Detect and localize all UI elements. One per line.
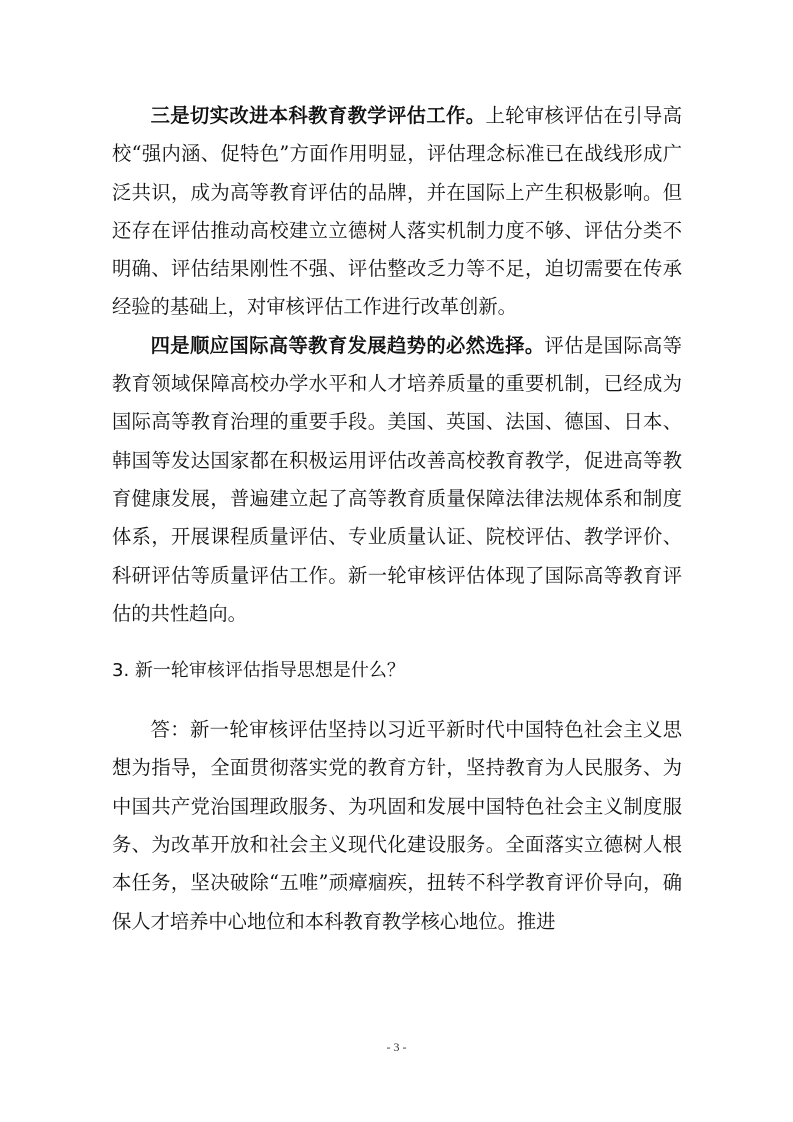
document-body — [112, 97, 682, 941]
paragraph-international-trend — [112, 327, 682, 633]
paragraph-body-text: 评估是国际高等教育领域保障高校办学水平和人才培养质量的重要机制，已经成为国际高等教育治理的重要手段。美国、英国、法国、德国、日本、韩国等发达国家都在积极运用评估改善高校教育教学，促进高等教育健康发展，普遍建立起了高等教育质量保障法律法规体系和制度体系，开展课程质量评估、专业质量认证、院校评估、教学评价、科研评估等质量评估工作。新一轮审核评估体现了国际高等教育评估的共性趋向。 — [112, 333, 683, 625]
paragraph-lead-heading: 四是顺应国际高等教育发展趋势的必然选择。 — [150, 333, 545, 357]
paragraph-lead-heading: 三是切实改进本科教育教学评估工作。 — [150, 104, 486, 127]
question-heading: 3. 新一轮审核评估指导思想是什么？ — [112, 660, 405, 682]
paragraph-evaluation-reform — [112, 97, 682, 327]
paragraph-body-text: 上轮审核评估在引导高校“强内涵、促特色”方面作用明显，评估理念标准已在战线形成广泛共识，成为高等教育评估的品牌，并在国际上产生积极影响。但还存在评估推动高校建立立德树人落实机制力度不够、评估分类不明确、评估结果刚性不强、评估整改乏力等不足，迫切需要在传承经验的基础上，对审核评估工作进行改革创新。 — [112, 104, 683, 319]
page-number: - 3 - — [386, 1040, 407, 1054]
answer-paragraph: 答：新一轮审核评估坚持以习近平新时代中国特色社会主义思想为指导，全面贯彻落实党的教育方针，坚持教育为人民服务、为中国共产党治国理政服务、为巩固和发展中国特色社会主义制度服务、为改革开放和社会主义现代化建设服务。全面落实立德树人根本任务，坚决破除“五唯”顽瘴痼疾，扭转不科学教育评价导向，确保人才培养中心地位和本科教育教学核心地位。推进 — [112, 718, 682, 933]
